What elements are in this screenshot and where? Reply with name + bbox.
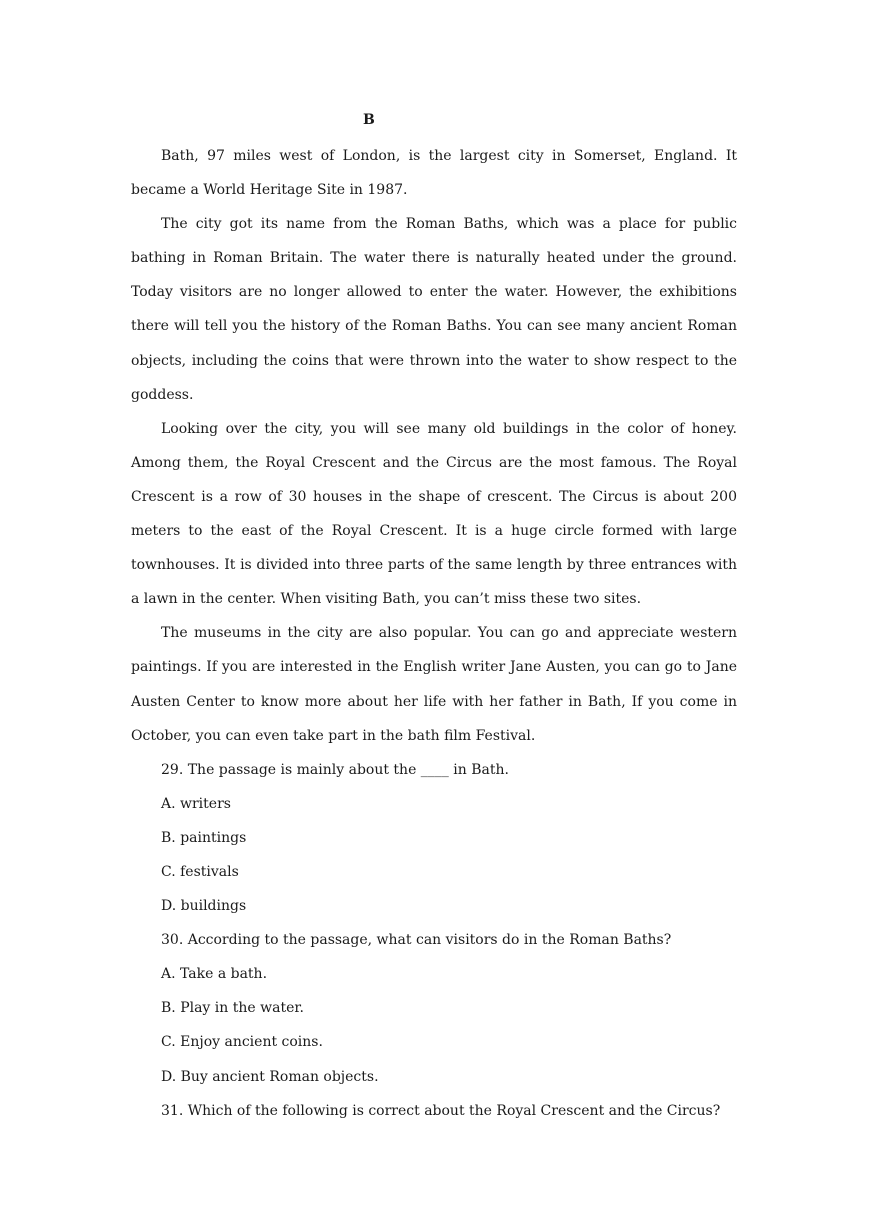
answer-option: A. Take a bath. [161, 966, 268, 983]
question-block [131, 923, 737, 1093]
question-stem: 29. The passage is mainly about the ____ in Bath. [161, 761, 509, 778]
answer-option: B. Play in the water. [161, 1000, 304, 1017]
passage-content [131, 139, 737, 1128]
answer-option: B. paintings [161, 829, 247, 846]
answer-option: C. Enjoy ancient coins. [161, 1034, 323, 1051]
paragraph: Bath, 97 miles west of London, is the largest city in Somerset, England. It became a World Heritage Site in 1987. [131, 148, 737, 199]
paragraph: Looking over the city, you will see many old buildings in the color of honey. Among them, the Royal Crescent and the Circus are the most famous. The Royal Crescent is a row of 30 houses in the shape of crescent. The Circus is about 200 meters to the east of the Royal Crescent. It is a huge circle formed with large townhouses. It is divided into three parts of the same length by three entrances with a lawn in the center. When visiting Bath, you can’t miss these two sites. [131, 420, 737, 608]
paragraph: The city got its name from the Roman Baths, which was a place for public bathing in Roman Britain. The water there is naturally heated under the ground. Today visitors are no longer allowed to enter the water. However, the exhibitions there will tell you the history of the Roman Baths. You can see many ancient Roman objects, including the coins that were thrown into the water to show respect to the goddess. [131, 216, 737, 403]
answer-option: A. writers [161, 795, 231, 812]
question-block [131, 753, 737, 923]
answer-option: D. buildings [161, 898, 247, 915]
question-stem: 31. Which of the following is correct about the Royal Crescent and the Circus? [161, 1102, 721, 1119]
section-heading: B [363, 112, 375, 128]
question-block [131, 1094, 737, 1128]
paragraph: The museums in the city are also popular. You can go and appreciate western paintings. If you are interested in the English writer Jane Austen, you can go to Jane Austen Center to know more about her life with her father in Bath, If you come in October, you can even take part in the bath film Festival. [131, 625, 737, 744]
answer-option: D. Buy ancient Roman objects. [161, 1068, 379, 1085]
answer-option: C. festivals [161, 863, 239, 880]
question-stem: 30. According to the passage, what can visitors do in the Roman Baths? [161, 932, 672, 949]
